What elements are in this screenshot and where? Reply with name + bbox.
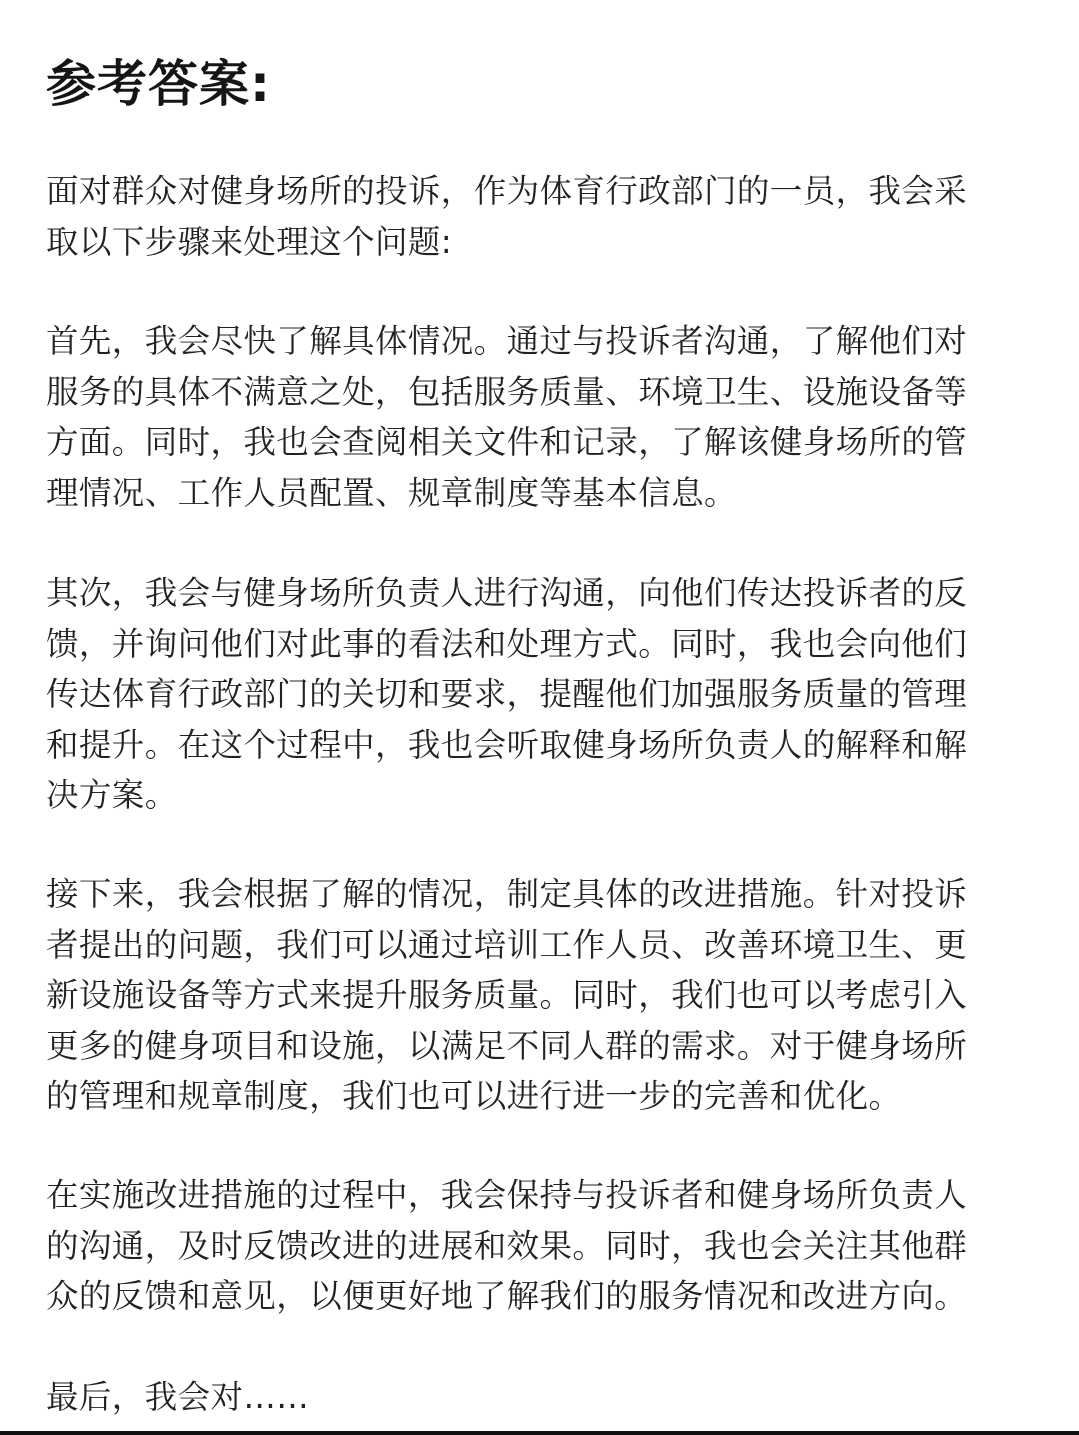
paragraph-implementation <box>46 1170 1031 1322</box>
text-line: 理情况、工作人员配置、规章制度等基本信息。 <box>46 473 737 512</box>
text-line: 首先，我会尽快了解具体情况。通过与投诉者沟通，了解他们对 <box>46 322 968 360</box>
text-line: 者提出的问题，我们可以通过培训工作人员、改善环境卫生、更 <box>46 925 968 964</box>
text-line: 的管理和规章制度，我们也可以进行进一步的完善和优化。 <box>46 1077 902 1115</box>
text-line: 决方案。 <box>46 776 178 814</box>
page-title: 参考答案: <box>46 55 271 113</box>
paragraph-intro <box>46 166 1031 267</box>
text-line: 最后，我会对…… <box>46 1378 310 1416</box>
text-line: 在实施改进措施的过程中，我会保持与投诉者和健身场所负责人 <box>46 1176 968 1214</box>
text-line: 更多的健身项目和设施，以满足不同人群的需求。对于健身场所 <box>46 1026 968 1065</box>
text-line: 其次，我会与健身场所负责人进行沟通，向他们传达投诉者的反 <box>46 574 968 612</box>
text-line: 和提升。在这个过程中，我也会听取健身场所负责人的解释和解 <box>46 725 968 764</box>
text-line: 馈，并询问他们对此事的看法和处理方式。同时，我也会向他们 <box>46 624 968 663</box>
text-line: 方面。同时，我也会查阅相关文件和记录，了解该健身场所的管 <box>46 423 968 461</box>
text-line: 的沟通，及时反馈改进的进展和效果。同时，我也会关注其他群 <box>46 1226 968 1265</box>
paragraph-first-step <box>46 316 1031 518</box>
text-line: 面对群众对健身场所的投诉，作为体育行政部门的一员，我会采 <box>46 172 968 210</box>
paragraph-second-step <box>46 568 1031 821</box>
text-line: 新设施设备等方式来提升服务质量。同时，我们也可以考虑引入 <box>46 976 968 1014</box>
text-line: 众的反馈和意见，以便更好地了解我们的服务情况和改进方向。 <box>46 1277 968 1315</box>
text-line: 接下来，我会根据了解的情况，制定具体的改进措施。针对投诉 <box>46 875 968 913</box>
paragraph-final-step <box>46 1372 1031 1423</box>
bottom-border <box>0 1431 1079 1435</box>
text-line: 取以下步骤来处理这个问题: <box>46 222 453 261</box>
paragraph-next-step <box>46 869 1031 1122</box>
text-line: 传达体育行政部门的关切和要求，提醒他们加强服务质量的管理 <box>46 675 968 713</box>
text-line: 服务的具体不满意之处，包括服务质量、环境卫生、设施设备等 <box>46 372 968 411</box>
